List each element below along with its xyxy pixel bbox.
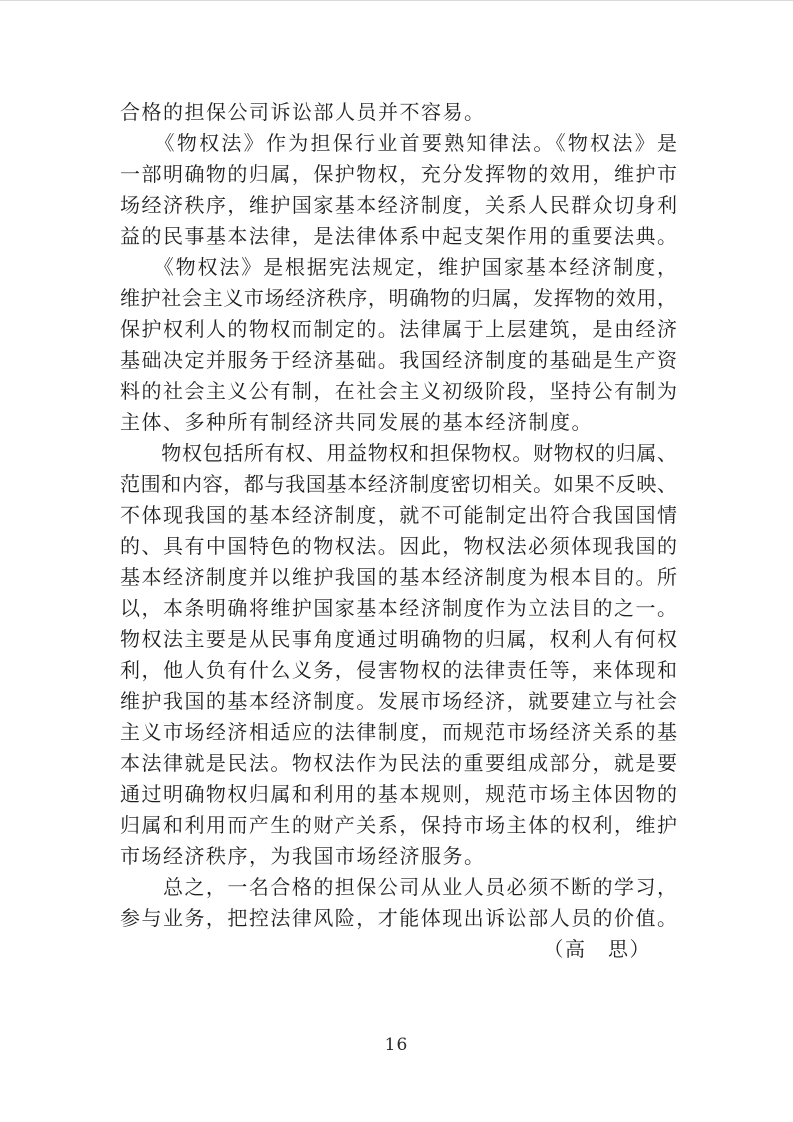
text-line: 维护社会主义市场经济秩序，明确物的归属，发挥物的效用， (120, 286, 677, 310)
text-line: 保护权利人的物权而制定的。法律属于上层建筑，是由经济 (120, 317, 677, 341)
text-line: 总之，一名合格的担保公司从业人员必须不断的学习， (120, 875, 677, 899)
signature: （高 思） (543, 937, 651, 961)
text-line: 维护我国的基本经济制度。发展市场经济，就要建立与社会 (120, 689, 677, 713)
text-line: 益的民事基本法律，是法律体系中起支架作用的重要法典。 (120, 224, 677, 248)
text-line: 市场经济秩序，为我国市场经济服务。 (120, 844, 486, 868)
text-line: 物权包括所有权、用益物权和担保物权。财物权的归属、 (120, 441, 677, 465)
text-line: 主体、多种所有制经济共同发展的基本经济制度。 (120, 410, 593, 434)
scan-artifact-line (0, 0, 793, 1)
text-line: 范围和内容，都与我国基本经济制度密切相关。如果不反映、 (120, 472, 677, 496)
text-line: 参与业务，把控法律风险，才能体现出诉讼部人员的价值。 (120, 906, 677, 930)
text-line: 以，本条明确将维护国家基本经济制度作为立法目的之一。 (120, 596, 677, 620)
text-line: 合格的担保公司诉讼部人员并不容易。 (120, 100, 486, 124)
text-line: 《物权法》是根据宪法规定，维护国家基本经济制度， (120, 255, 677, 279)
text-line: 通过明确物权归属和利用的基本规则，规范市场主体因物的 (120, 782, 677, 806)
text-line: 场经济秩序，维护国家基本经济制度，关系人民群众切身利 (120, 193, 677, 217)
text-line: 料的社会主义公有制，在社会主义初级阶段，坚持公有制为 (120, 379, 677, 403)
text-line: 一部明确物的归属，保护物权，充分发挥物的效用，维护市 (120, 162, 677, 186)
text-line: 的、具有中国特色的物权法。因此，物权法必须体现我国的 (120, 534, 677, 558)
text-line: 归属和利用而产生的财产关系，保持市场主体的权利，维护 (120, 813, 677, 837)
text-line: 不体现我国的基本经济制度，就不可能制定出符合我国国情 (120, 503, 677, 527)
text-line: 基础决定并服务于经济基础。我国经济制度的基础是生产资 (120, 348, 677, 372)
text-line: 本法律就是民法。物权法作为民法的重要组成部分，就是要 (120, 751, 677, 775)
text-line: 主义市场经济相适应的法律制度，而规范市场经济关系的基 (120, 720, 677, 744)
body-text-block (120, 97, 677, 965)
text-line: 利，他人负有什么义务，侵害物权的法律责任等，来体现和 (120, 658, 677, 682)
text-line: 《物权法》作为担保行业首要熟知律法。《物权法》是 (120, 131, 677, 155)
page-number: 16 (384, 1035, 409, 1055)
text-line: 基本经济制度并以维护我国的基本经济制度为根本目的。所 (120, 565, 677, 589)
text-line: 物权法主要是从民事角度通过明确物的归属，权利人有何权 (120, 627, 677, 651)
